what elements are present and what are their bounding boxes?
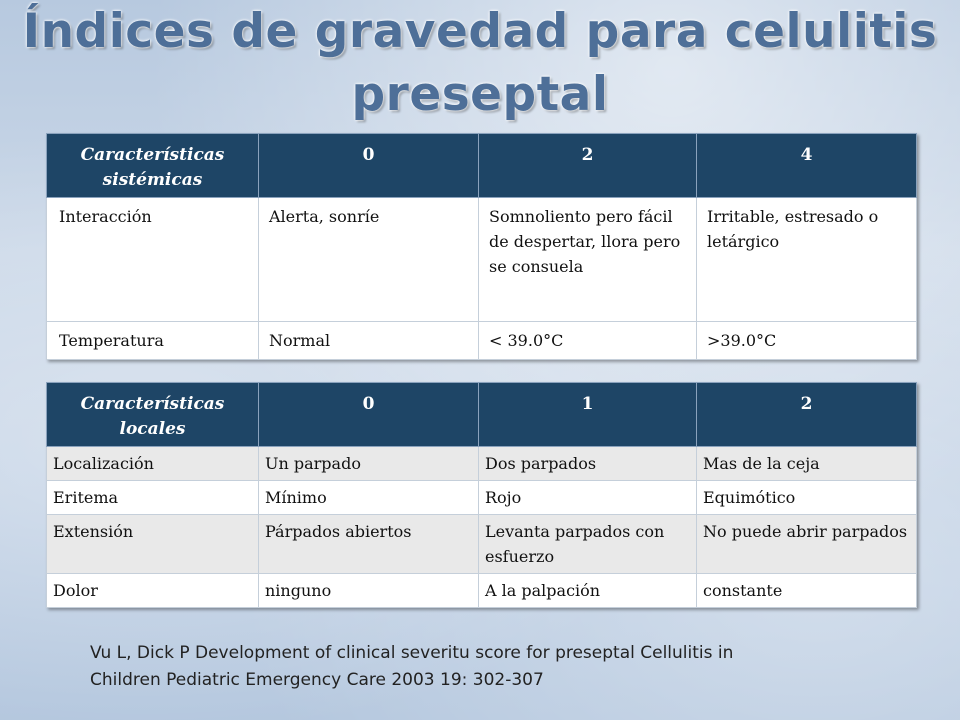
citation-line-2: Children Pediatric Emergency Care 2003 19: 302-307 <box>90 670 544 690</box>
table-cell: Temperatura <box>47 322 259 360</box>
table-cell: Mínimo <box>259 481 479 515</box>
table-cell: Localización <box>47 447 259 481</box>
table-cell: Interacción <box>47 198 259 322</box>
table-cell: Un parpado <box>259 447 479 481</box>
table-header-row <box>47 134 917 198</box>
local-characteristics-table <box>46 382 917 608</box>
table-cell: Rojo <box>479 481 697 515</box>
table-cell: Dos parpados <box>479 447 697 481</box>
table-cell: Equimótico <box>697 481 917 515</box>
column-header: 2 <box>697 383 917 447</box>
table-cell: >39.0°C <box>697 322 917 360</box>
citation-line-1: Vu L, Dick P Development of clinical severitu score for preseptal Cellulitis in <box>90 643 734 663</box>
slide-title-line-2: preseptal <box>351 67 609 122</box>
column-header: Características locales <box>47 383 259 447</box>
column-header: Características sistémicas <box>47 134 259 198</box>
table-cell: Dolor <box>47 574 259 608</box>
slide-title <box>0 0 960 126</box>
table-cell: Párpados abiertos <box>259 515 479 574</box>
slide-title-line-1: Índices de gravedad para celulitis <box>22 4 938 59</box>
table-row <box>47 515 917 574</box>
table-cell: Irritable, estresado o letárgico <box>697 198 917 322</box>
table-cell: No puede abrir parpados <box>697 515 917 574</box>
table-row <box>47 574 917 608</box>
table-cell: constante <box>697 574 917 608</box>
citation <box>90 640 910 694</box>
table-header-row <box>47 383 917 447</box>
column-header: 2 <box>479 134 697 198</box>
table-cell: Alerta, sonríe <box>259 198 479 322</box>
column-header: 4 <box>697 134 917 198</box>
table-cell: Mas de la ceja <box>697 447 917 481</box>
table-cell: Extensión <box>47 515 259 574</box>
table-row <box>47 481 917 515</box>
table-cell: Eritema <box>47 481 259 515</box>
column-header: 1 <box>479 383 697 447</box>
table-cell: A la palpación <box>479 574 697 608</box>
table-cell: ninguno <box>259 574 479 608</box>
systemic-characteristics-table <box>46 133 917 360</box>
table-row <box>47 447 917 481</box>
table-cell: Normal <box>259 322 479 360</box>
table-cell: Somnoliento pero fácil de despertar, llora pero se consuela <box>479 198 697 322</box>
table-cell: < 39.0°C <box>479 322 697 360</box>
table-cell: Levanta parpados con esfuerzo <box>479 515 697 574</box>
table-row <box>47 198 917 322</box>
column-header: 0 <box>259 383 479 447</box>
column-header: 0 <box>259 134 479 198</box>
table-row <box>47 322 917 360</box>
